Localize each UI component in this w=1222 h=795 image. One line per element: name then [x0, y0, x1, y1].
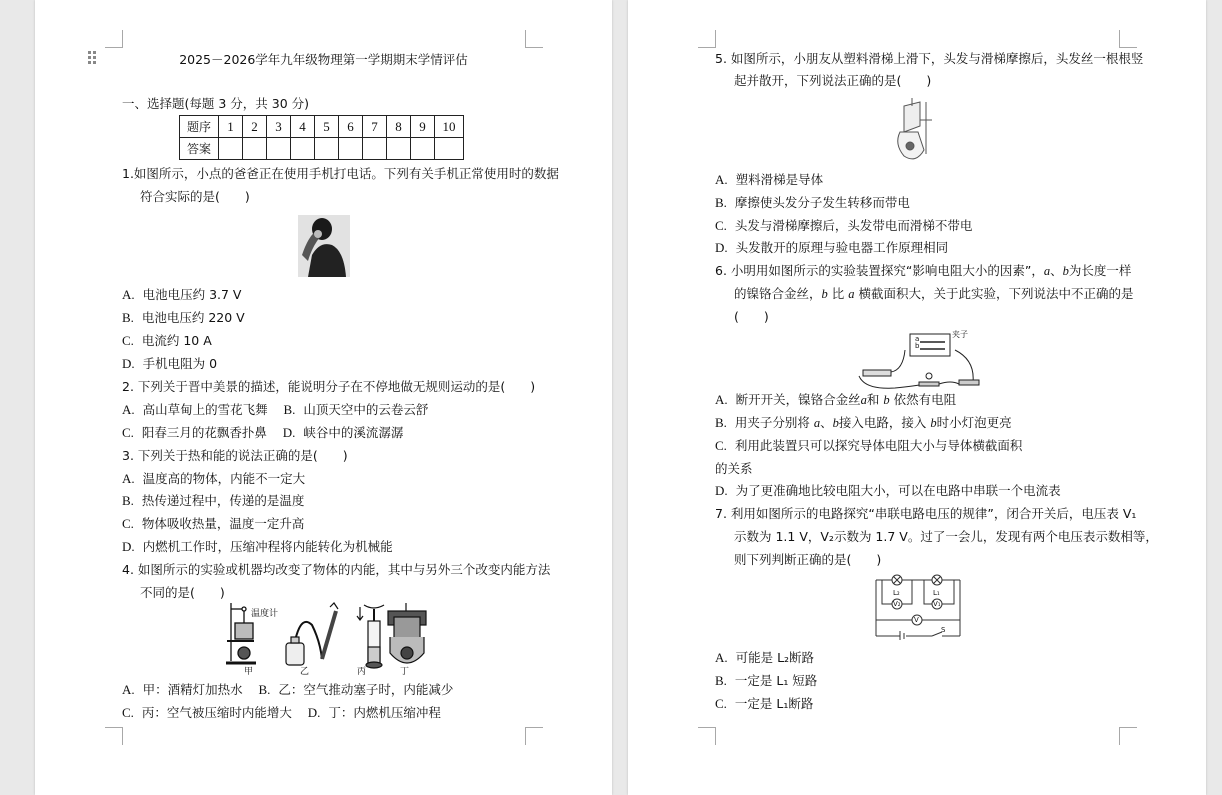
question-1-stem: 1.如图所示，小点的爸爸正在使用手机打电话。下列有关手机正常使用时的数据 [122, 166, 559, 181]
option-text: 一定是 L₁ 短路 [734, 673, 818, 688]
question-4-stem-cont: 不同的是( ) [140, 585, 225, 600]
option-label: B. [715, 673, 727, 688]
margin-corner-marker [1119, 727, 1137, 745]
separator: 、 [1050, 263, 1063, 278]
option-text: 物体吸收热量，温度一定升高 [141, 516, 305, 531]
option-label: D. [122, 356, 135, 371]
option-text: 乙：空气推动塞子时，内能减少 [278, 682, 454, 697]
answer-cell[interactable] [363, 138, 387, 160]
option-6c[interactable] [715, 438, 1022, 454]
option-4a[interactable] [122, 682, 243, 697]
option-text: 断开开关，镍铬合金丝 [735, 392, 861, 407]
question-6-blank: ( ) [734, 309, 769, 324]
question-number: 8 [387, 116, 411, 138]
option-label: C. [122, 516, 134, 531]
slide-figure [890, 98, 940, 164]
option-text: 利用此装置只可以探究导体电阻大小与导体横截面积 [734, 438, 1023, 453]
option-6b[interactable] [715, 415, 1012, 431]
option-label: D. [307, 705, 321, 720]
option-label: B. [122, 310, 134, 325]
question-6-stem-cont [734, 286, 1134, 302]
option-7a[interactable] [715, 650, 814, 666]
option-7c[interactable] [715, 696, 813, 712]
option-3d[interactable] [122, 539, 393, 555]
option-label: C. [122, 425, 134, 440]
option-label: D. [122, 539, 135, 554]
stem-text: 6. 小明用如图所示的实验装置探究“影响电阻大小的因素”， [715, 263, 1044, 278]
answer-cell[interactable] [435, 138, 464, 160]
option-label: C. [715, 218, 727, 233]
option-1d[interactable] [122, 356, 217, 372]
stem-text: 比 [831, 286, 845, 301]
figure-label-wire-b: b [915, 342, 920, 350]
option-6a[interactable] [715, 392, 956, 408]
question-number: 4 [291, 116, 315, 138]
option-2d[interactable] [283, 425, 404, 440]
option-label: B. [122, 493, 134, 508]
option-7b[interactable] [715, 673, 817, 689]
variable-b: b [1062, 264, 1069, 278]
margin-corner-marker [525, 727, 543, 745]
answer-cell[interactable] [243, 138, 267, 160]
question-number: 5 [315, 116, 339, 138]
option-5b[interactable] [715, 195, 910, 211]
option-label: A. [122, 471, 135, 486]
option-text: 山顶天空中的云卷云舒 [303, 402, 429, 417]
option-text: 峡谷中的溪流潺潺 [303, 425, 404, 440]
figure-label-bing: 丙 [357, 667, 367, 677]
variable-a: a [813, 416, 821, 430]
option-text: 高山草甸上的雪花飞舞 [142, 402, 268, 417]
option-2a[interactable] [122, 402, 268, 417]
variable-a: a [848, 287, 855, 301]
option-2b[interactable] [284, 402, 429, 417]
option-text: 电流约 10 A [141, 333, 212, 348]
option-2c[interactable] [122, 425, 267, 440]
option-1a[interactable] [122, 287, 241, 303]
variable-b: b [883, 393, 890, 407]
option-5a[interactable] [715, 172, 823, 188]
figure-label-ding: 丁 [400, 667, 410, 677]
question-2-options-row-2 [122, 425, 403, 441]
margin-corner-marker [1119, 30, 1137, 48]
answer-cell[interactable] [411, 138, 435, 160]
variable-a: a [860, 393, 867, 407]
answer-cell[interactable] [315, 138, 339, 160]
figure-label-v2: V₂ [893, 600, 901, 608]
question-number: 6 [339, 116, 363, 138]
question-5-stem: 5. 如图所示，小朋友从塑料滑梯上滑下，头发与滑梯摩擦后，头发丝一根根竖 [715, 51, 1144, 66]
margin-corner-marker [698, 30, 716, 48]
question-6-stem [715, 263, 1131, 279]
option-text: 头发与滑梯摩擦后，头发带电而滑梯不带电 [734, 218, 973, 233]
answer-table [179, 115, 464, 160]
figure-label-v: V [914, 616, 919, 624]
margin-corner-marker [105, 30, 123, 48]
option-text: 接入电路，接入 [838, 415, 927, 430]
option-text: 为了更准确地比较电阻大小，可以在电路中串联一个电流表 [735, 483, 1061, 498]
question-3-stem: 3. 下列关于热和能的说法正确的是( ) [122, 448, 348, 463]
question-7-stem-cont: 示数为 1.1 V，V₂示数为 1.7 V。过了一会儿，发现有两个电压表示数相等， [734, 529, 1158, 544]
figure-yi-apparatus [286, 603, 338, 665]
margin-corner-marker [698, 727, 716, 745]
answer-cell[interactable] [339, 138, 363, 160]
figure-label-switch: S [941, 626, 946, 634]
row-label: 答案 [180, 138, 219, 160]
question-4-options-row-2 [122, 705, 441, 721]
option-label: C. [122, 705, 134, 720]
question-7-stem-cont-2: 则下列判断正确的是( ) [734, 552, 882, 567]
answer-cell[interactable] [387, 138, 411, 160]
figure-label-clip: 夹子 [952, 330, 968, 339]
variable-b: b [821, 287, 828, 301]
section-heading: 一、选择题(每题 3 分，共 30 分) [122, 96, 310, 111]
option-label: B. [715, 195, 727, 210]
option-3b[interactable] [122, 493, 304, 509]
option-text: 温度高的物体，内能不一定大 [142, 471, 306, 486]
row-label: 题序 [180, 116, 219, 138]
option-label: B. [283, 402, 296, 417]
question-5-stem-cont: 起并散开，下列说法正确的是( ) [734, 73, 932, 88]
option-text: 丙：空气被压缩时内能增大 [141, 705, 292, 720]
option-label: C. [715, 696, 727, 711]
figure-ding-apparatus [388, 603, 426, 663]
figure-label-yi: 乙 [300, 667, 310, 677]
question-4-options-row-1 [122, 682, 453, 698]
figure-bing-apparatus [357, 605, 384, 668]
option-text: 时小灯泡更亮 [936, 415, 1012, 430]
question-1-stem-cont: 符合实际的是( ) [140, 189, 250, 204]
question-number: 10 [435, 116, 464, 138]
figure-label-l1: L₁ [933, 589, 940, 597]
answer-table-answer-row [180, 138, 464, 160]
option-label: D. [282, 425, 296, 440]
option-text: 用夹子分别将 [734, 415, 810, 430]
stem-text: 为长度一样 [1068, 263, 1132, 278]
option-text: 电池电压约 3.7 V [142, 287, 242, 302]
margin-corner-marker [525, 30, 543, 48]
question-2-options-row-1 [122, 402, 428, 418]
variable-a: a [1043, 264, 1051, 278]
question-7-stem: 7. 利用如图所示的电路探究“串联电路电压的规律”，闭合开关后，电压表 V₁ [715, 506, 1137, 521]
option-label: A. [715, 392, 728, 407]
figure-label-thermometer: 温度计 [251, 609, 279, 619]
option-label: B. [715, 415, 727, 430]
option-text: 甲：酒精灯加热水 [142, 682, 243, 697]
option-4c[interactable] [122, 705, 292, 720]
margin-corner-marker [105, 727, 123, 745]
option-text: 和 [866, 392, 880, 407]
option-4d[interactable] [308, 705, 441, 720]
stem-text: 的镍铬合金丝， [734, 286, 822, 301]
question-number: 2 [243, 116, 267, 138]
answer-cell[interactable] [219, 138, 243, 160]
question-number: 3 [267, 116, 291, 138]
answer-cell[interactable] [267, 138, 291, 160]
option-label: D. [715, 483, 728, 498]
figure-label-wire-a: a [915, 335, 920, 343]
document-title: 2025－2026学年九年级物理第一学期期末学情评估 [179, 52, 468, 67]
variable-b: b [930, 416, 937, 430]
series-circuit-figure [872, 574, 964, 640]
question-2-stem: 2. 下列关于晋中美景的描述，能说明分子在不停地做无规则运动的是( ) [122, 379, 536, 394]
figure-label-l2: L₂ [893, 589, 900, 597]
question-number: 1 [219, 116, 243, 138]
figure-label-v1: V₁ [933, 600, 941, 608]
option-6d[interactable] [715, 483, 1061, 499]
figure-label-jia: 甲 [244, 667, 254, 677]
option-label: A. [715, 172, 728, 187]
resistance-circuit-figure [855, 330, 990, 392]
separator: 、 [820, 415, 833, 430]
option-text: 一定是 L₁断路 [734, 696, 814, 711]
question-number: 9 [411, 116, 435, 138]
option-1b[interactable] [122, 310, 245, 326]
variable-b: b [832, 416, 839, 430]
answer-table-header-row [180, 116, 464, 138]
option-label: A. [122, 682, 135, 697]
phone-call-photo [298, 215, 350, 277]
question-4-stem: 4. 如图所示的实验或机器均改变了物体的内能，其中与另外三个改变内能方法 [122, 562, 551, 577]
option-text: 头发散开的原理与验电器工作原理相同 [735, 240, 949, 255]
option-text: 可能是 L₂断路 [735, 650, 815, 665]
option-label: A. [122, 287, 135, 302]
option-3a[interactable] [122, 471, 305, 487]
option-text: 热传递过程中，传递的是温度 [141, 493, 305, 508]
option-label: C. [122, 333, 134, 348]
option-text: 内燃机工作时，压缩冲程将内能转化为机械能 [142, 539, 393, 554]
option-label: A. [715, 650, 728, 665]
option-label: A. [122, 402, 135, 417]
option-text: 依然有电阻 [893, 392, 957, 407]
option-label: C. [715, 438, 727, 453]
option-text: 阳春三月的花飘香扑鼻 [141, 425, 267, 440]
option-3c[interactable] [122, 516, 304, 532]
answer-cell[interactable] [291, 138, 315, 160]
option-5c[interactable] [715, 218, 972, 234]
option-6c-cont: 的关系 [715, 461, 753, 476]
option-text: 丁：内燃机压缩冲程 [328, 705, 441, 720]
option-label: D. [715, 240, 728, 255]
question-number: 7 [363, 116, 387, 138]
option-5d[interactable] [715, 240, 948, 256]
option-text: 摩擦使头发分子发生转移而带电 [734, 195, 910, 210]
option-text: 电池电压约 220 V [141, 310, 245, 325]
option-label: B. [258, 682, 271, 697]
option-1c[interactable] [122, 333, 212, 349]
option-text: 塑料滑梯是导体 [735, 172, 824, 187]
option-4b[interactable] [259, 682, 454, 697]
stem-text: 横截面积大，关于此实验，下列说法中不正确的是 [858, 286, 1134, 301]
option-text: 手机电阻为 0 [142, 356, 218, 371]
